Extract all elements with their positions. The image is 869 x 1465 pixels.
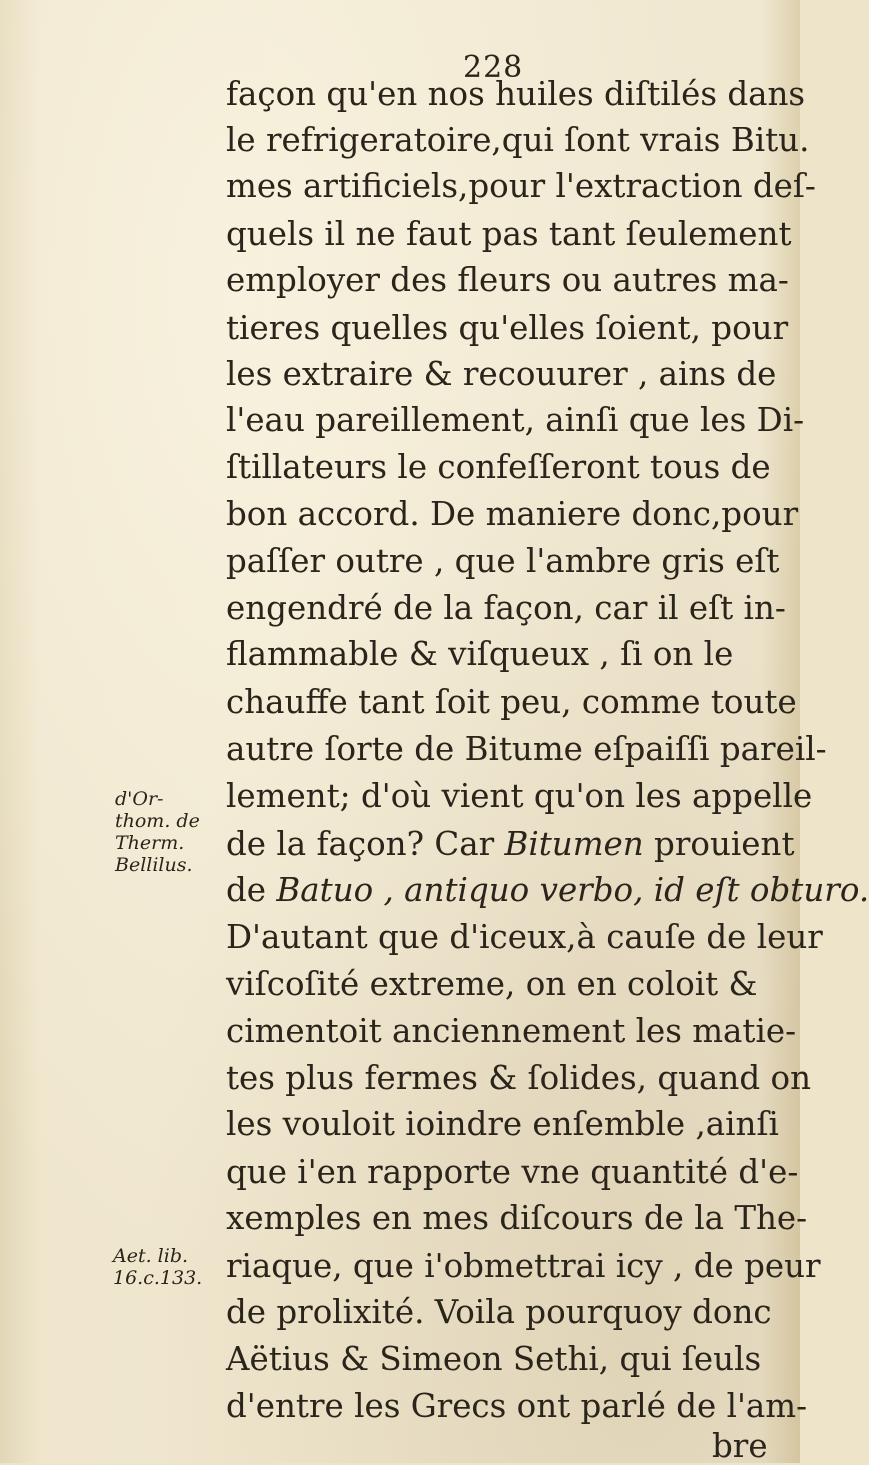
text-line: tes plus fermes & ſolides, quand on — [226, 1059, 811, 1097]
text-segment: de — [226, 871, 277, 909]
text-line: lement; d'où vient qu'on les appelle — [226, 777, 813, 815]
margin-note-line: Therm. — [115, 832, 185, 854]
text-line: les extraire & recouurer , ains de — [226, 355, 777, 393]
text-segment: prouient — [643, 825, 795, 863]
margin-note-line: thom. de — [115, 810, 200, 832]
text-line: que i'en rapporte vne quantité d'e- — [226, 1153, 799, 1191]
text-line: employer des fleurs ou autres ma- — [226, 261, 789, 299]
text-line — [226, 825, 795, 863]
text-line: l'eau pareillement, ainſi que les Di- — [226, 401, 805, 439]
text-line: mes artificiels,pour l'extraction deſ- — [226, 167, 816, 205]
text-line: ſtillateurs le confeſſeront tous de — [226, 448, 771, 486]
margin-note-1 — [115, 788, 200, 876]
margin-note-line: d'Or- — [115, 788, 164, 810]
page-number: 228 — [463, 50, 524, 85]
text-segment: de la façon? Car — [226, 825, 495, 863]
text-line — [226, 871, 869, 909]
text-line: cimentoit anciennement les matie- — [226, 1012, 797, 1050]
text-line: chauffe tant ſoit peu, comme toute — [226, 683, 797, 721]
text-line: D'autant que d'iceux,à cauſe de leur — [226, 918, 823, 956]
text-line: Aëtius & Simeon Sethi, qui ſeuls — [226, 1340, 762, 1378]
text-line: tieres quelles qu'elles ſoient, pour — [226, 309, 789, 347]
text-line: viſcoſité extreme, on en coloit & — [226, 965, 758, 1003]
text-line: xemples en mes diſcours de la The- — [226, 1199, 808, 1237]
margin-note-line: Aet. lib. — [113, 1245, 189, 1267]
text-line: paſſer outre , que l'ambre gris eſt — [226, 542, 780, 580]
text-line: autre ſorte de Bitume eſpaiſſi pareil- — [226, 730, 827, 768]
text-line: façon qu'en nos huiles diſtilés dans — [226, 75, 806, 113]
text-line: flammable & viſqueux , ſi on le — [226, 635, 734, 673]
latin-quote: Batuo , antiquo verbo, id eſt obturo. — [276, 871, 869, 909]
text-line: engendré de la façon, car il eſt in- — [226, 589, 786, 627]
catchword: bre — [712, 1427, 768, 1465]
text-line: d'entre les Grecs ont parlé de l'am- — [226, 1387, 808, 1425]
text-line: les vouloit ioindre enſemble ,ainſi — [226, 1105, 779, 1143]
text-line: quels il ne faut pas tant ſeulement — [226, 215, 792, 253]
margin-note-2 — [113, 1217, 202, 1289]
margin-note-line: 16.c.133. — [113, 1267, 203, 1289]
text-line: le refrigeratoire,qui ſont vrais Bitu. — [226, 121, 810, 159]
text-line: bon accord. De maniere donc,pour — [226, 495, 799, 533]
margin-note-line: Bellilus. — [115, 854, 193, 876]
italic-term: Bitumen — [504, 825, 644, 863]
text-line: riaque, que i'obmettrai icy , de peur — [226, 1247, 821, 1285]
text-line: de prolixité. Voila pourquoy donc — [226, 1293, 772, 1331]
